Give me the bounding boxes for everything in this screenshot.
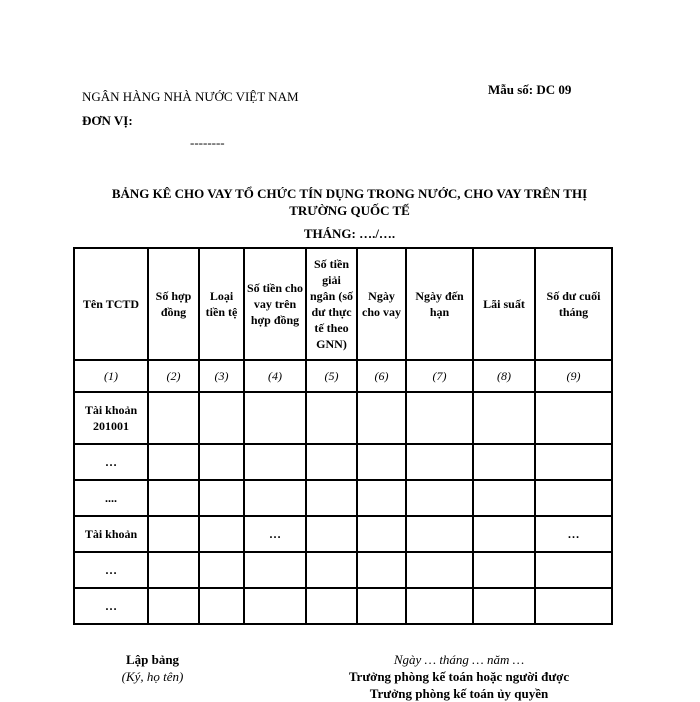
table-cell <box>473 392 535 444</box>
table-cell <box>357 480 406 516</box>
table-cell <box>357 588 406 624</box>
table-cell <box>199 552 244 588</box>
table-row <box>74 516 612 552</box>
approver-title-1: Trưởng phòng kế toán hoặc người được <box>348 669 570 684</box>
table-cell <box>148 516 199 552</box>
column-number: (4) <box>244 360 306 392</box>
column-number: (6) <box>357 360 406 392</box>
table-cell <box>148 480 199 516</box>
col-header: Lãi suất <box>473 248 535 360</box>
table-cell <box>473 588 535 624</box>
table-cell <box>306 516 357 552</box>
table-cell <box>535 444 612 480</box>
col-header: Ngày đến hạn <box>406 248 473 360</box>
column-number: (8) <box>473 360 535 392</box>
loan-ledger-table <box>73 247 613 625</box>
col-header: Tên TCTD <box>74 248 148 360</box>
column-number: (3) <box>199 360 244 392</box>
column-number: (5) <box>306 360 357 392</box>
table-cell <box>306 480 357 516</box>
col-header: Số hợp đồng <box>148 248 199 360</box>
column-number: (7) <box>406 360 473 392</box>
table-cell <box>244 588 306 624</box>
column-number: (1) <box>74 360 148 392</box>
table-cell <box>473 444 535 480</box>
table-cell <box>473 480 535 516</box>
col-header: Số tiền giải ngân (số dư thực tế theo GNN) <box>306 248 357 360</box>
table-cell <box>148 392 199 444</box>
preparer-note: (Ký, họ tên) <box>121 669 184 684</box>
table-cell <box>357 392 406 444</box>
table-cell <box>535 552 612 588</box>
table-cell: .... <box>74 480 148 516</box>
organization-name: NGÂN HÀNG NHÀ NƯỚC VIỆT NAM <box>82 89 299 104</box>
table-cell: Tài khoản 201001 <box>74 392 148 444</box>
table-cell: … <box>74 444 148 480</box>
separator-line: -------- <box>190 135 225 150</box>
table-cell <box>357 444 406 480</box>
table-cell <box>244 552 306 588</box>
table-cell: … <box>74 588 148 624</box>
unit-label: ĐƠN VỊ: <box>82 113 133 128</box>
table-cell <box>306 588 357 624</box>
approver-title-2: Trưởng phòng kế toán ủy quyền <box>369 686 549 701</box>
table-cell <box>199 588 244 624</box>
table-cell: … <box>74 552 148 588</box>
header-row <box>74 248 612 360</box>
column-number-row <box>74 360 612 392</box>
table-cell <box>357 552 406 588</box>
table-row <box>74 552 612 588</box>
table-cell <box>406 480 473 516</box>
table-row <box>74 444 612 480</box>
table-cell <box>357 516 406 552</box>
table-cell <box>199 480 244 516</box>
col-header: Ngày cho vay <box>357 248 406 360</box>
table-cell <box>306 392 357 444</box>
table-row <box>74 480 612 516</box>
approver-signature-block <box>330 651 588 702</box>
table-cell <box>406 444 473 480</box>
table-row <box>74 588 612 624</box>
table-cell <box>306 444 357 480</box>
table-cell <box>148 588 199 624</box>
table-cell <box>473 516 535 552</box>
table-cell <box>406 516 473 552</box>
column-number: (2) <box>148 360 199 392</box>
table-cell <box>244 392 306 444</box>
col-header: Số dư cuối tháng <box>535 248 612 360</box>
table-cell: Tài khoản <box>74 516 148 552</box>
table-cell <box>406 552 473 588</box>
preparer-title: Lập bảng <box>125 652 180 667</box>
table-cell <box>535 392 612 444</box>
form-code: Mẫu số: DC 09 <box>488 82 572 97</box>
table-cell: … <box>244 516 306 552</box>
table-cell <box>244 444 306 480</box>
table-cell <box>306 552 357 588</box>
table-cell <box>199 516 244 552</box>
month-label: THÁNG: …./…. <box>303 226 396 241</box>
table-cell <box>244 480 306 516</box>
table-cell <box>473 552 535 588</box>
table-row <box>74 392 612 444</box>
table-cell <box>535 480 612 516</box>
document-title: BẢNG KÊ CHO VAY TỔ CHỨC TÍN DỤNG TRONG NƯỚC, CHO VAY TRÊN THỊ TRƯỜNG QUỐC TẾ <box>111 186 588 218</box>
table-cell <box>148 444 199 480</box>
col-header: Số tiền cho vay trên hợp đồng <box>244 248 306 360</box>
table-cell: … <box>535 516 612 552</box>
signature-date: Ngày … tháng … năm … <box>393 652 525 667</box>
column-number: (9) <box>535 360 612 392</box>
table-cell <box>535 588 612 624</box>
table-cell <box>199 392 244 444</box>
table-cell <box>148 552 199 588</box>
col-header: Loại tiền tệ <box>199 248 244 360</box>
table-cell <box>406 392 473 444</box>
table-cell <box>406 588 473 624</box>
preparer-signature-block <box>100 651 205 685</box>
table-cell <box>199 444 244 480</box>
